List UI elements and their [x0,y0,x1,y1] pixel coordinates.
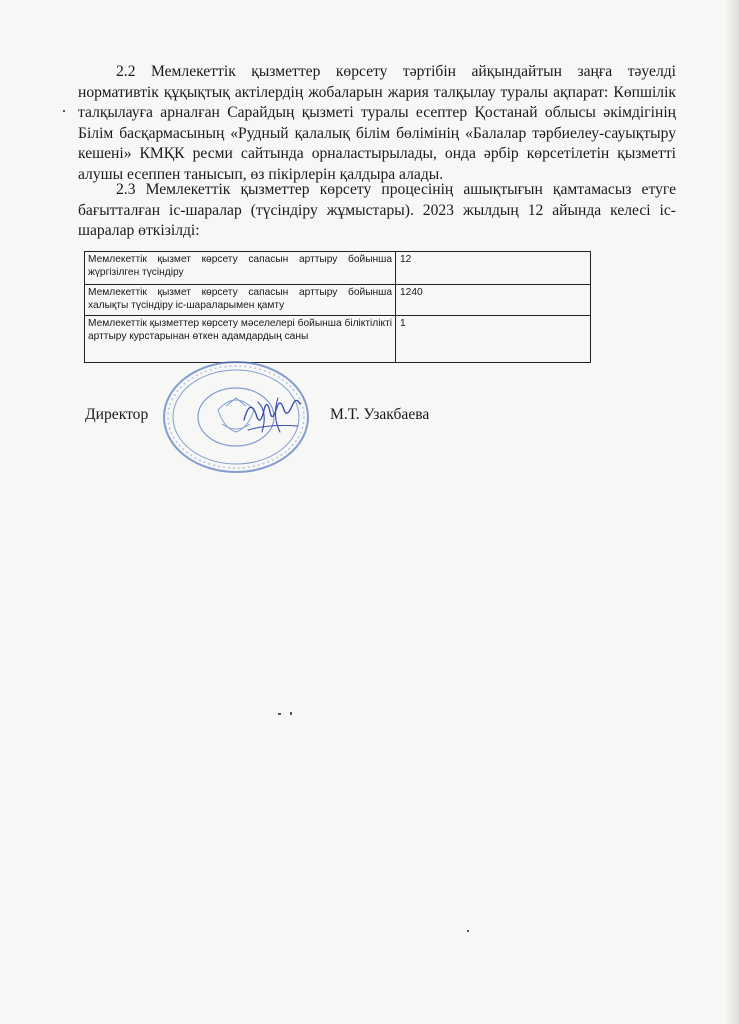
table-cell-value: 1 [396,316,591,363]
page-edge-shadow [725,0,739,1024]
table-row [85,316,591,363]
signature-name: М.Т. Узакбаева [330,406,430,423]
table-cell-value: 12 [396,252,591,285]
scan-speck [467,930,469,932]
table-cell-value: 1240 [396,285,591,316]
handwritten-signature [238,390,306,440]
table-cell-description: Мемлекеттік қызметтер көрсету мәселелері бойынша біліктілікті арттыру курстарынан өткен адамдардың саны [85,316,396,363]
table-row [85,285,591,316]
scan-speck [290,712,292,715]
table-cell-description: Мемлекеттік қызмет көрсету сапасын арттыру бойынша халықты түсіндіру іс-шараларымен қамту [85,285,396,316]
scan-speck [278,713,281,715]
table-row [85,252,591,285]
section-2-3-paragraph: 2.3 Мемлекеттік қызметтер көрсету процесінің ашықтығын қамтамасыз етуге бағытталған іс-шаралар (түсіндіру жұмыстары). 2023 жылдың 12 айында келесі іс-шаралар өткізілді: [78,181,676,239]
services-table [84,251,591,363]
scan-speck [63,110,65,112]
table-cell-description: Мемлекеттік қызмет көрсету сапасын арттыру бойынша жүргізілген түсіндіру [85,252,396,285]
signature-title: Директор [85,406,149,423]
section-2-2-paragraph: 2.2 Мемлекеттік қызметтер көрсету тәртібін айқындайтын заңға тәуелді нормативтік құқықтық актілердің жобаларын жария талқылау туралы ақпарат: Көпшілік талқылауға арналған Сарайдың қызметі туралы есептер Қостанай облысы әкімдігінің Білім басқармасының «Рудный қалалық білім бөлімінің «Балалар тәрбиелеу-сауықтыру кешені» КМҚК ресми сайтында орналастырылады, онда әрбір көрсетілетін қызметті алушы есеппен танысып, өз пікірлерін қалдыра алады. [78,63,676,183]
